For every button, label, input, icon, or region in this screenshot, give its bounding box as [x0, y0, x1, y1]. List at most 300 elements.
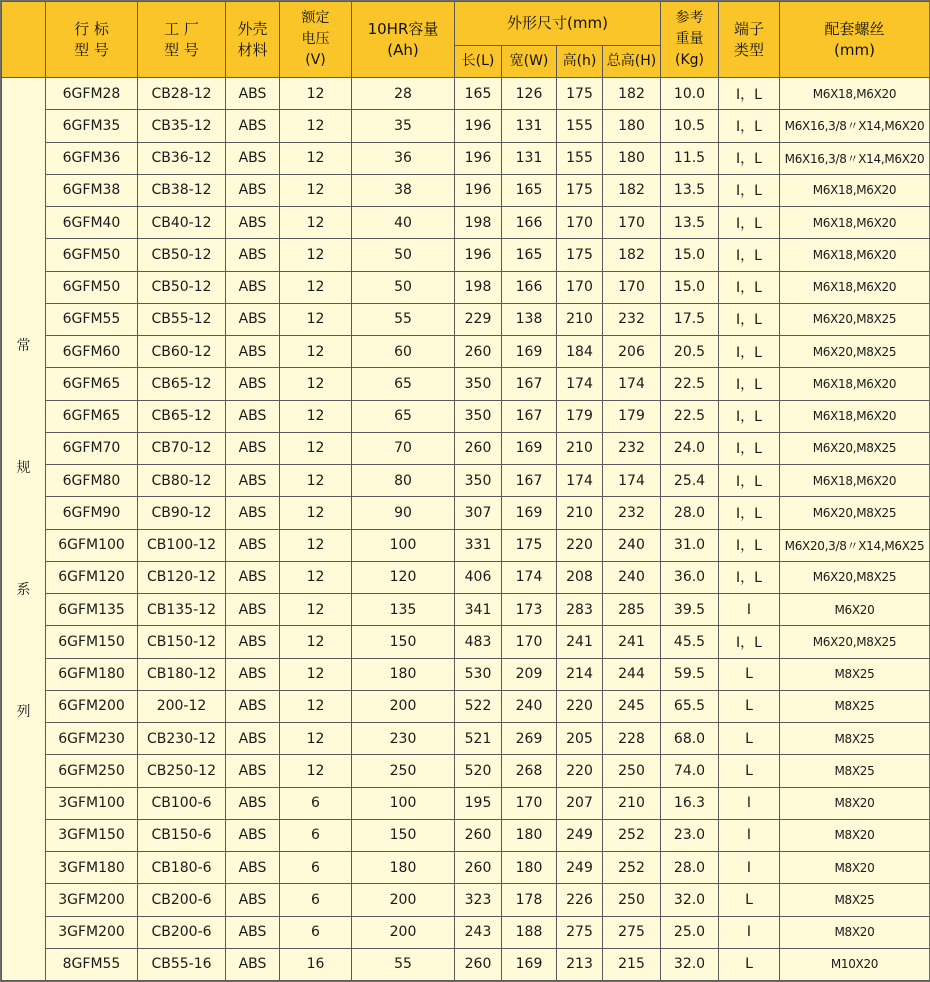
- cell-factory-model: CB28-12: [138, 78, 226, 110]
- cell-weight: 59.5: [661, 658, 719, 690]
- cell-screw: M6X20,M8X25: [780, 336, 930, 368]
- cell-weight: 32.0: [661, 884, 719, 916]
- header-terminal-type: 端子 类型: [719, 2, 780, 78]
- cell-factory-model: CB40-12: [138, 207, 226, 239]
- cell-case-material: ABS: [226, 432, 280, 464]
- cell-width: 166: [502, 207, 557, 239]
- cell-width: 126: [502, 78, 557, 110]
- cell-rated-voltage: 6: [280, 916, 352, 948]
- cell-height: 210: [557, 432, 603, 464]
- cell-rated-voltage: 12: [280, 626, 352, 658]
- cell-width: 180: [502, 819, 557, 851]
- cell-capacity: 40: [352, 207, 455, 239]
- cell-width: 167: [502, 368, 557, 400]
- cell-case-material: ABS: [226, 239, 280, 271]
- cell-model: 3GFM200: [46, 884, 138, 916]
- cell-capacity: 180: [352, 658, 455, 690]
- cell-factory-model: CB60-12: [138, 336, 226, 368]
- cell-capacity: 135: [352, 594, 455, 626]
- cell-total-height: 180: [603, 110, 661, 142]
- cell-case-material: ABS: [226, 723, 280, 755]
- cell-terminal-type: Ⅰ，L: [719, 336, 780, 368]
- table-row: [2, 819, 930, 851]
- cell-length: 331: [455, 529, 502, 561]
- cell-capacity: 38: [352, 174, 455, 206]
- cell-model: 6GFM200: [46, 690, 138, 722]
- cell-width: 269: [502, 723, 557, 755]
- header-corner: [2, 2, 46, 78]
- cell-screw: M8X25: [780, 723, 930, 755]
- table-row: [2, 174, 930, 206]
- cell-width: 131: [502, 110, 557, 142]
- cell-model: 6GFM65: [46, 400, 138, 432]
- cell-factory-model: CB80-12: [138, 465, 226, 497]
- cell-model: 6GFM250: [46, 755, 138, 787]
- table-row: [2, 658, 930, 690]
- cell-total-height: 174: [603, 368, 661, 400]
- cell-capacity: 250: [352, 755, 455, 787]
- cell-weight: 15.0: [661, 239, 719, 271]
- table-body: [2, 78, 930, 981]
- cell-model: 6GFM80: [46, 465, 138, 497]
- series-char: 常: [16, 338, 31, 354]
- cell-length: 260: [455, 819, 502, 851]
- cell-terminal-type: Ⅰ，L: [719, 400, 780, 432]
- table-header: [2, 2, 930, 78]
- cell-height: 174: [557, 368, 603, 400]
- cell-rated-voltage: 12: [280, 400, 352, 432]
- cell-terminal-type: Ⅰ，L: [719, 207, 780, 239]
- cell-total-height: 250: [603, 755, 661, 787]
- cell-weight: 28.0: [661, 852, 719, 884]
- cell-width: 167: [502, 400, 557, 432]
- cell-weight: 16.3: [661, 787, 719, 819]
- cell-rated-voltage: 12: [280, 78, 352, 110]
- cell-weight: 31.0: [661, 529, 719, 561]
- cell-height: 170: [557, 207, 603, 239]
- cell-length: 165: [455, 78, 502, 110]
- cell-width: 131: [502, 142, 557, 174]
- table-row: [2, 497, 930, 529]
- cell-screw: M6X20,3/8〃X14,M6X25: [780, 529, 930, 561]
- series-label: [2, 78, 46, 981]
- cell-screw: M6X18,M6X20: [780, 400, 930, 432]
- cell-rated-voltage: 16: [280, 948, 352, 980]
- cell-case-material: ABS: [226, 884, 280, 916]
- cell-width: 174: [502, 561, 557, 593]
- cell-terminal-type: Ⅰ，L: [719, 529, 780, 561]
- cell-length: 307: [455, 497, 502, 529]
- cell-factory-model: CB38-12: [138, 174, 226, 206]
- cell-terminal-type: Ⅰ: [719, 852, 780, 884]
- cell-length: 243: [455, 916, 502, 948]
- cell-screw: M8X20: [780, 852, 930, 884]
- cell-length: 341: [455, 594, 502, 626]
- cell-width: 169: [502, 336, 557, 368]
- cell-length: 522: [455, 690, 502, 722]
- cell-total-height: 170: [603, 271, 661, 303]
- cell-length: 483: [455, 626, 502, 658]
- cell-case-material: ABS: [226, 948, 280, 980]
- cell-factory-model: CB250-12: [138, 755, 226, 787]
- cell-terminal-type: L: [719, 884, 780, 916]
- cell-length: 260: [455, 852, 502, 884]
- cell-factory-model: CB150-6: [138, 819, 226, 851]
- table-row: [2, 142, 930, 174]
- cell-model: 6GFM60: [46, 336, 138, 368]
- cell-weight: 39.5: [661, 594, 719, 626]
- table-row: [2, 239, 930, 271]
- cell-terminal-type: Ⅰ，L: [719, 497, 780, 529]
- cell-length: 350: [455, 368, 502, 400]
- cell-total-height: 285: [603, 594, 661, 626]
- cell-weight: 36.0: [661, 561, 719, 593]
- header-capacity: 10HR容量 (Ah): [352, 2, 455, 78]
- cell-width: 268: [502, 755, 557, 787]
- cell-width: 170: [502, 626, 557, 658]
- cell-weight: 25.4: [661, 465, 719, 497]
- cell-total-height: 174: [603, 465, 661, 497]
- cell-width: 167: [502, 465, 557, 497]
- cell-case-material: ABS: [226, 690, 280, 722]
- cell-screw: M6X20,M8X25: [780, 497, 930, 529]
- cell-model: 6GFM150: [46, 626, 138, 658]
- cell-model: 3GFM100: [46, 787, 138, 819]
- cell-rated-voltage: 6: [280, 819, 352, 851]
- table-row: [2, 916, 930, 948]
- cell-weight: 15.0: [661, 271, 719, 303]
- cell-model: 3GFM200: [46, 916, 138, 948]
- cell-terminal-type: Ⅰ，L: [719, 142, 780, 174]
- header-height: 高(h): [557, 46, 603, 78]
- table-row: [2, 336, 930, 368]
- cell-screw: M8X25: [780, 755, 930, 787]
- cell-total-height: 275: [603, 916, 661, 948]
- table-row: [2, 368, 930, 400]
- cell-case-material: ABS: [226, 336, 280, 368]
- cell-weight: 28.0: [661, 497, 719, 529]
- cell-case-material: ABS: [226, 819, 280, 851]
- cell-height: 210: [557, 303, 603, 335]
- cell-length: 260: [455, 948, 502, 980]
- cell-weight: 17.5: [661, 303, 719, 335]
- cell-capacity: 230: [352, 723, 455, 755]
- cell-model: 3GFM150: [46, 819, 138, 851]
- series-char: 列: [16, 704, 31, 720]
- cell-width: 240: [502, 690, 557, 722]
- header-length: 长(L): [455, 46, 502, 78]
- table-row: [2, 529, 930, 561]
- cell-factory-model: CB65-12: [138, 400, 226, 432]
- cell-height: 175: [557, 239, 603, 271]
- cell-model: 6GFM180: [46, 658, 138, 690]
- cell-weight: 22.5: [661, 368, 719, 400]
- cell-length: 350: [455, 400, 502, 432]
- cell-height: 249: [557, 852, 603, 884]
- cell-model: 6GFM55: [46, 303, 138, 335]
- cell-weight: 25.0: [661, 916, 719, 948]
- header-rated-voltage: 额定 电压 (V): [280, 2, 352, 78]
- cell-height: 249: [557, 819, 603, 851]
- cell-rated-voltage: 12: [280, 110, 352, 142]
- cell-model: 6GFM35: [46, 110, 138, 142]
- cell-factory-model: CB100-6: [138, 787, 226, 819]
- cell-rated-voltage: 12: [280, 303, 352, 335]
- cell-capacity: 200: [352, 884, 455, 916]
- table-row: [2, 787, 930, 819]
- cell-screw: M6X18,M6X20: [780, 368, 930, 400]
- cell-case-material: ABS: [226, 142, 280, 174]
- cell-model: 6GFM90: [46, 497, 138, 529]
- table-row: [2, 207, 930, 239]
- cell-screw: M6X20,M8X25: [780, 303, 930, 335]
- cell-rated-voltage: 6: [280, 852, 352, 884]
- cell-screw: M8X20: [780, 819, 930, 851]
- cell-factory-model: CB230-12: [138, 723, 226, 755]
- cell-capacity: 70: [352, 432, 455, 464]
- cell-weight: 32.0: [661, 948, 719, 980]
- series-char: 系: [16, 582, 31, 598]
- cell-case-material: ABS: [226, 207, 280, 239]
- cell-capacity: 80: [352, 465, 455, 497]
- cell-capacity: 50: [352, 239, 455, 271]
- cell-rated-voltage: 12: [280, 432, 352, 464]
- cell-screw: M8X20: [780, 916, 930, 948]
- cell-length: 196: [455, 110, 502, 142]
- cell-height: 241: [557, 626, 603, 658]
- cell-capacity: 55: [352, 948, 455, 980]
- header-case-material: 外壳 材料: [226, 2, 280, 78]
- cell-case-material: ABS: [226, 787, 280, 819]
- cell-factory-model: CB55-16: [138, 948, 226, 980]
- cell-length: 530: [455, 658, 502, 690]
- cell-model: 8GFM55: [46, 948, 138, 980]
- cell-width: 188: [502, 916, 557, 948]
- cell-height: 226: [557, 884, 603, 916]
- cell-case-material: ABS: [226, 303, 280, 335]
- cell-terminal-type: L: [719, 690, 780, 722]
- cell-capacity: 28: [352, 78, 455, 110]
- cell-capacity: 90: [352, 497, 455, 529]
- cell-rated-voltage: 12: [280, 271, 352, 303]
- cell-weight: 65.5: [661, 690, 719, 722]
- cell-capacity: 50: [352, 271, 455, 303]
- cell-weight: 10.5: [661, 110, 719, 142]
- cell-terminal-type: L: [719, 723, 780, 755]
- cell-weight: 13.5: [661, 207, 719, 239]
- cell-capacity: 55: [352, 303, 455, 335]
- cell-length: 196: [455, 239, 502, 271]
- cell-terminal-type: Ⅰ，L: [719, 78, 780, 110]
- cell-height: 184: [557, 336, 603, 368]
- cell-terminal-type: Ⅰ，L: [719, 432, 780, 464]
- table-row: [2, 948, 930, 980]
- cell-rated-voltage: 12: [280, 207, 352, 239]
- cell-screw: M6X20,M8X25: [780, 561, 930, 593]
- cell-rated-voltage: 12: [280, 174, 352, 206]
- cell-length: 260: [455, 336, 502, 368]
- cell-width: 178: [502, 884, 557, 916]
- cell-weight: 45.5: [661, 626, 719, 658]
- cell-factory-model: CB200-6: [138, 884, 226, 916]
- cell-terminal-type: Ⅰ，L: [719, 465, 780, 497]
- cell-width: 180: [502, 852, 557, 884]
- cell-height: 213: [557, 948, 603, 980]
- cell-total-height: 250: [603, 884, 661, 916]
- table-row: [2, 690, 930, 722]
- cell-length: 198: [455, 271, 502, 303]
- cell-terminal-type: Ⅰ，L: [719, 368, 780, 400]
- cell-case-material: ABS: [226, 78, 280, 110]
- cell-length: 260: [455, 432, 502, 464]
- table-row: [2, 110, 930, 142]
- table-row: [2, 594, 930, 626]
- cell-terminal-type: Ⅰ: [719, 787, 780, 819]
- cell-total-height: 170: [603, 207, 661, 239]
- cell-rated-voltage: 12: [280, 368, 352, 400]
- cell-rated-voltage: 12: [280, 723, 352, 755]
- cell-screw: M6X20,M8X25: [780, 626, 930, 658]
- cell-screw: M8X25: [780, 690, 930, 722]
- cell-terminal-type: Ⅰ，L: [719, 271, 780, 303]
- cell-width: 165: [502, 239, 557, 271]
- cell-length: 195: [455, 787, 502, 819]
- cell-length: 350: [455, 465, 502, 497]
- cell-case-material: ABS: [226, 529, 280, 561]
- cell-total-height: 232: [603, 497, 661, 529]
- cell-factory-model: CB100-12: [138, 529, 226, 561]
- cell-model: 6GFM28: [46, 78, 138, 110]
- cell-terminal-type: L: [719, 948, 780, 980]
- cell-total-height: 232: [603, 432, 661, 464]
- cell-screw: M6X20: [780, 594, 930, 626]
- cell-height: 220: [557, 755, 603, 787]
- cell-terminal-type: Ⅰ，L: [719, 174, 780, 206]
- cell-height: 155: [557, 142, 603, 174]
- cell-screw: M8X20: [780, 787, 930, 819]
- cell-height: 175: [557, 78, 603, 110]
- cell-rated-voltage: 12: [280, 497, 352, 529]
- cell-height: 205: [557, 723, 603, 755]
- cell-total-height: 182: [603, 78, 661, 110]
- cell-model: 6GFM65: [46, 368, 138, 400]
- cell-screw: M6X18,M6X20: [780, 174, 930, 206]
- table-row: [2, 400, 930, 432]
- cell-weight: 68.0: [661, 723, 719, 755]
- cell-weight: 11.5: [661, 142, 719, 174]
- cell-terminal-type: L: [719, 755, 780, 787]
- cell-rated-voltage: 12: [280, 239, 352, 271]
- table-row: [2, 432, 930, 464]
- cell-factory-model: CB50-12: [138, 239, 226, 271]
- cell-rated-voltage: 12: [280, 690, 352, 722]
- cell-factory-model: 200-12: [138, 690, 226, 722]
- cell-model: 6GFM70: [46, 432, 138, 464]
- cell-width: 138: [502, 303, 557, 335]
- cell-total-height: 232: [603, 303, 661, 335]
- cell-width: 209: [502, 658, 557, 690]
- cell-height: 170: [557, 271, 603, 303]
- cell-factory-model: CB150-12: [138, 626, 226, 658]
- cell-factory-model: CB90-12: [138, 497, 226, 529]
- cell-capacity: 200: [352, 916, 455, 948]
- cell-factory-model: CB200-6: [138, 916, 226, 948]
- table-row: [2, 303, 930, 335]
- cell-case-material: ABS: [226, 626, 280, 658]
- cell-factory-model: CB180-6: [138, 852, 226, 884]
- cell-total-height: 244: [603, 658, 661, 690]
- cell-total-height: 182: [603, 239, 661, 271]
- cell-case-material: ABS: [226, 271, 280, 303]
- cell-screw: M10X20: [780, 948, 930, 980]
- cell-model: 6GFM36: [46, 142, 138, 174]
- cell-total-height: 252: [603, 819, 661, 851]
- table-row: [2, 626, 930, 658]
- cell-capacity: 200: [352, 690, 455, 722]
- table-row: [2, 465, 930, 497]
- cell-total-height: 245: [603, 690, 661, 722]
- cell-capacity: 65: [352, 368, 455, 400]
- cell-screw: M6X18,M6X20: [780, 207, 930, 239]
- cell-capacity: 60: [352, 336, 455, 368]
- cell-total-height: 241: [603, 626, 661, 658]
- cell-factory-model: CB50-12: [138, 271, 226, 303]
- header-weight: 参考 重量 (Kg): [661, 2, 719, 78]
- cell-terminal-type: Ⅰ，L: [719, 239, 780, 271]
- cell-model: 6GFM100: [46, 529, 138, 561]
- cell-capacity: 36: [352, 142, 455, 174]
- cell-rated-voltage: 6: [280, 884, 352, 916]
- cell-height: 210: [557, 497, 603, 529]
- cell-weight: 13.5: [661, 174, 719, 206]
- cell-factory-model: CB135-12: [138, 594, 226, 626]
- cell-terminal-type: Ⅰ，L: [719, 303, 780, 335]
- cell-model: 3GFM180: [46, 852, 138, 884]
- table-row: [2, 852, 930, 884]
- cell-terminal-type: Ⅰ: [719, 819, 780, 851]
- header-dimensions: 外形尺寸(mm): [455, 2, 661, 46]
- cell-terminal-type: Ⅰ: [719, 916, 780, 948]
- cell-screw: M6X20,M8X25: [780, 432, 930, 464]
- cell-factory-model: CB120-12: [138, 561, 226, 593]
- cell-factory-model: CB55-12: [138, 303, 226, 335]
- cell-case-material: ABS: [226, 852, 280, 884]
- cell-terminal-type: Ⅰ: [719, 594, 780, 626]
- cell-length: 198: [455, 207, 502, 239]
- cell-total-height: 182: [603, 174, 661, 206]
- cell-width: 170: [502, 787, 557, 819]
- battery-spec-table: [1, 1, 930, 981]
- cell-capacity: 100: [352, 529, 455, 561]
- cell-model: 6GFM40: [46, 207, 138, 239]
- cell-rated-voltage: 12: [280, 142, 352, 174]
- cell-case-material: ABS: [226, 110, 280, 142]
- cell-length: 521: [455, 723, 502, 755]
- table-row: [2, 723, 930, 755]
- cell-width: 165: [502, 174, 557, 206]
- cell-weight: 10.0: [661, 78, 719, 110]
- cell-factory-model: CB36-12: [138, 142, 226, 174]
- cell-weight: 74.0: [661, 755, 719, 787]
- cell-length: 323: [455, 884, 502, 916]
- cell-capacity: 150: [352, 819, 455, 851]
- cell-capacity: 150: [352, 626, 455, 658]
- cell-height: 275: [557, 916, 603, 948]
- cell-capacity: 180: [352, 852, 455, 884]
- cell-height: 220: [557, 529, 603, 561]
- cell-case-material: ABS: [226, 594, 280, 626]
- cell-total-height: 180: [603, 142, 661, 174]
